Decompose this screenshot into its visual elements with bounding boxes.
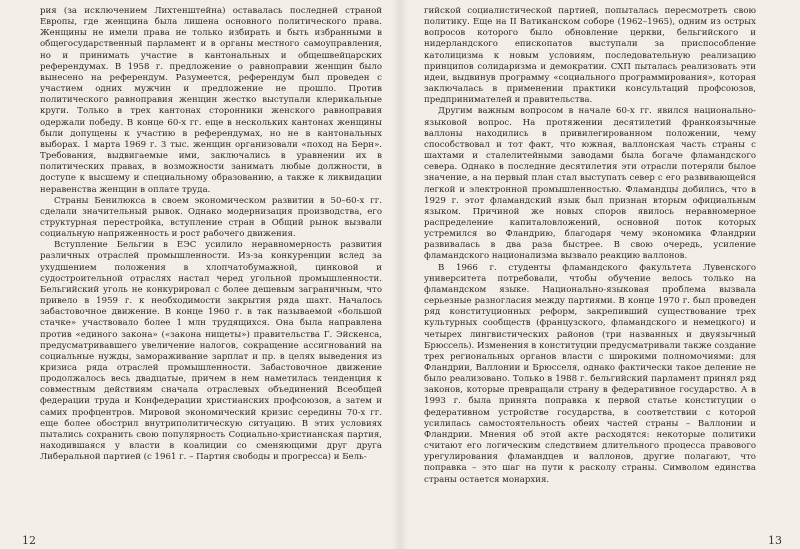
page-number-left: 12 bbox=[22, 534, 36, 547]
left-page-text bbox=[40, 6, 382, 463]
right-page-text bbox=[424, 6, 756, 486]
paragraph: Вступление Бельгии в ЕЭС усилило неравномерность развития различных отраслей промышленности. Из-за конкуренции вслед за ухудшением положения в хлопчатобумажной, цинковой и судостроительной отраслях настал черед угольной промышленности. Бельгийский уголь не конкурировал с более дешевым заграничным, что привело в 1959 г. к необходимости закрытия ряда шахт. Началось забастовочное движение. В конце 1960 г. в так называемой «большой стачке» участвовало более 1 млн трудящихся. Она была направлена против «единого закона» («закона нищеты») правительства Г. Эйскенса, предусматривавшего увеличение налогов, сокращение ассигнований на социальные нужды, замораживание зарплат и пр. в целях выведения из кризиса ряда отраслей промышленности. Забастовочное движение продолжалось весь двадцатые, причем в нем наметилась тенденция к совместным действиям сначала отраслевых объединений Всеобщей федерации труда и Конфедерации христианских профсоюзов, а затем и самих профцентров. Мировой экономический кризис середины 70-х гг. еще более обострил внутриполитическую ситуацию. В этих условиях пытались сохранить свою популярность Социально-христианская партия, находившаяся у власти в коалиции со сменяющими друг друга Либеральной партией (с 1961 г. – Партия свободы и прогресса) и Бель- bbox=[40, 240, 382, 463]
paragraph: Другим важным вопросом в начале 60-х гг. явился национально-языковой вопрос. На протяжении десятилетий франкоязычные валлоны находились в привилегированном положении, чему способствовал и тот факт, что южная, валлонская часть страны с шахтами и сталелитейными заводами была богаче фламандского севера. Однако в последние десятилетия эти отрасли потеряли былое значение, а на первый план стал выступать север с его развивающейся легкой и электронной промышленностью. Фламандцы добились, что в 1929 г. этот фламандский язык был признан вторым официальным языком. Причиной же новых споров явилось неравномерное распределение капиталовложений, основной поток которых устремился во Фландрию, благодаря чему экономика Фландрии развивалась в два раза быстрее. В свою очередь, усиление фламандского национализма вызвало реакцию валлонов. bbox=[424, 106, 756, 262]
right-page bbox=[400, 0, 800, 549]
paragraph: рия (за исключением Лихтенштейна) оставалась последней страной Европы, где женщина была лишена основного политического права. Женщины не имели права не только избирать и быть избранными в общегосударственный парламент и в органы местного самоуправления, но и принимать участие в кантональных и общешвейцарских референдумах. В 1958 г. предложение о равноправии женщин было вынесено на референдум. Разумеется, референдум был проведен с участием одних мужчин и предложение не прошло. Против политического равноправия женщин жестко выступали клерикальные круги. Только в трех кантонах сторонники женского равноправия одержали победу. В конце 60-х гг. еще в нескольких кантонах женщины были допущены к участию в референдумах, но не в кантональных выборах. 1 марта 1969 г. 3 тыс. женщин организовали «поход на Берн». Требования, выдвигаемые ими, заключались в уравнении их в политических правах, в возможности занимать любые должности, в доступе к высшему и специальному образованию, а также к ликвидации неравенства женщин в оплате труда. bbox=[40, 6, 382, 195]
paragraph: В 1966 г. студенты фламандского факультета Лувенского университета потребовали, чтобы обучение велось только на фламандском языке. Национально-языковая проблема вызвала серьезные разногласия между партиями. В конце 1970 г. был проведен ряд конституционных реформ, закрепивший существование трех культурных сообществ (французского, фламандского и немецкого) и четырех лингвистических районов (три названных и двуязычный Брюссель). Изменения в конституции предусматривали также создание трех региональных органов власти с широкими полномочиями: для Фландрии, Валлонии и Брюсселя, однако фактически такое деление не было реализовано. Только в 1988 г. бельгийский парламент принял ряд законов, которые превращали страну в федеративное государство. А в 1993 г. была принята поправка к первой статье конституции о федеративном устройстве государства, в соответствии с которой усилилась самостоятельность обеих частей страны – Валлонии и Фландрии. Мнения об этой акте расходятся: некоторые политики считают его логическим следствием длительного процесса правового урегулирования фламандцев и валлонов, другие полагают, что поправка – это шаг на пути к расколу страны. Символом единства страны остается монархия. bbox=[424, 262, 756, 485]
paragraph: гийской социалистической партией, попыталась пересмотреть свою политику. Еще на II Ватиканском соборе (1962–1965), одним из острых вопросов которого было обновление церкви, бельгийского и нидерландского епископатов выступали за приспособление католицизма к новым условиям, последовательную реализацию принципов солидаризма и демократии. СХП пыталась реализовать эти идеи, выдвинув программу «социального программирования», которая заключалась в применении практики консультаций профсоюзов, предпринимателей и правительства. bbox=[424, 6, 756, 106]
page-number-right: 13 bbox=[768, 534, 782, 547]
paragraph: Страны Бенилюкса в своем экономическом развитии в 50–60-х гг. сделали значительный рывок. Однако модернизация производства, его структурная перестройка, вступление стран в Общий рынок вызвали социальную напряженность и рост рабочего движения. bbox=[40, 195, 382, 240]
